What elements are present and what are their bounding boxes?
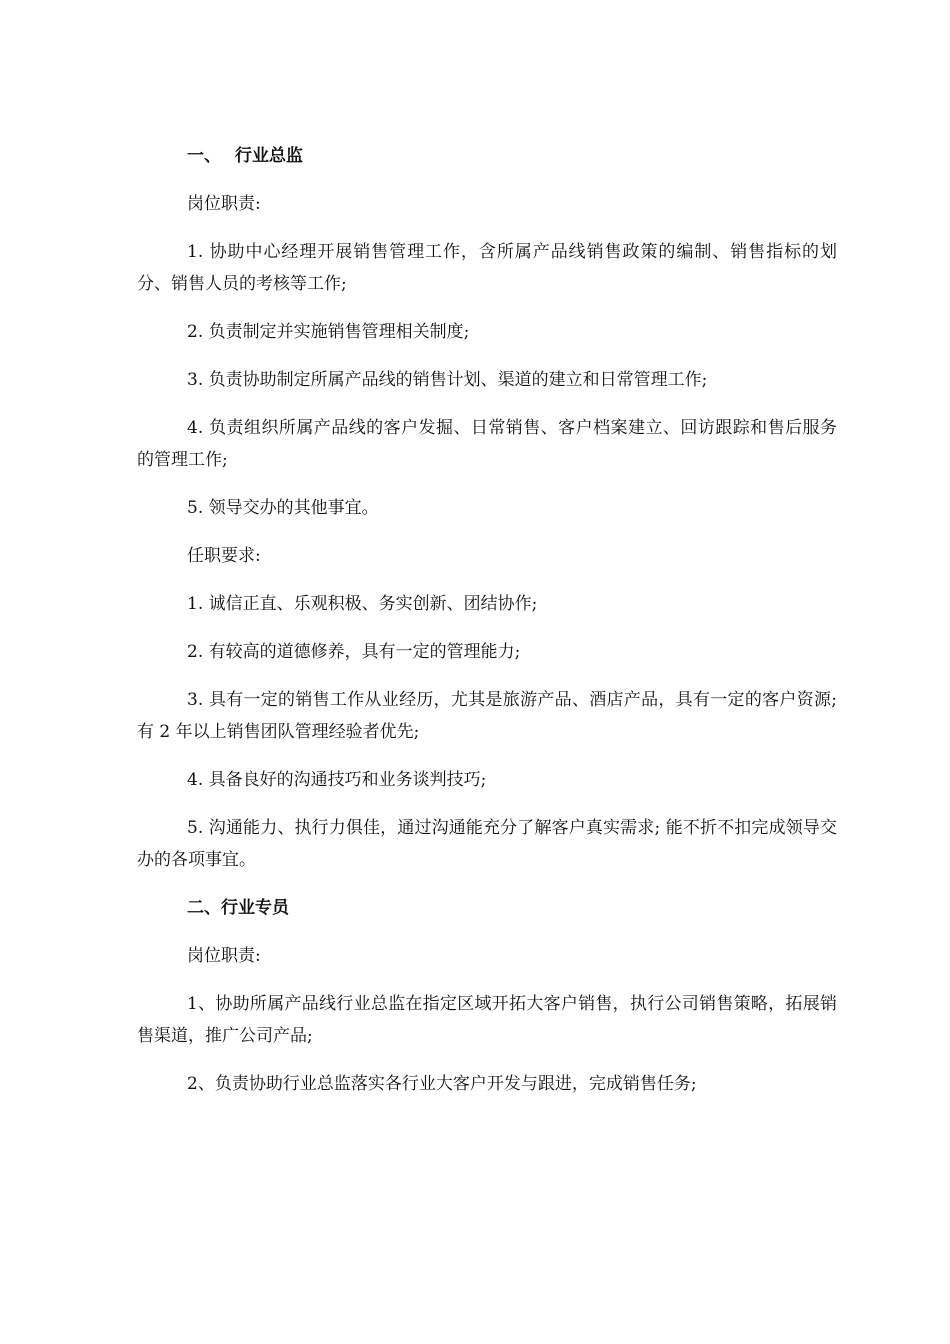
duty-item: 2. 负责制定并实施销售管理相关制度; — [187, 322, 470, 342]
section-heading-industry-specialist: 二、行业专员 — [187, 898, 289, 918]
document-content — [137, 140, 837, 1116]
duties-label: 岗位职责: — [187, 194, 261, 214]
duty-item: 1、协助所属产品线行业总监在指定区域开拓大客户销售，执行公司销售策略，拓展销售渠道，推广公司产品; — [137, 994, 837, 1046]
requirements-label: 任职要求: — [187, 546, 261, 566]
requirement-item: 5. 沟通能力、执行力俱佳，通过沟通能充分了解客户真实需求; 能不折不扣完成领导交办的各项事宜。 — [137, 818, 837, 870]
duty-item: 1. 协助中心经理开展销售管理工作，含所属产品线销售政策的编制、销售指标的划分、销售人员的考核等工作; — [137, 242, 837, 294]
duty-item: 2、负责协助行业总监落实各行业大客户开发与跟进，完成销售任务; — [187, 1074, 697, 1094]
requirement-item: 4. 具备良好的沟通技巧和业务谈判技巧; — [187, 770, 487, 790]
requirement-item: 2. 有较高的道德修养，具有一定的管理能力; — [187, 642, 521, 662]
duties-label: 岗位职责: — [187, 946, 261, 966]
requirement-item: 3. 具有一定的销售工作从业经历，尤其是旅游产品、酒店产品，具有一定的客户资源; 有 2 年以上销售团队管理经验者优先; — [137, 690, 837, 742]
section-heading-industry-director — [137, 140, 837, 172]
section-number: 一、 — [187, 146, 221, 166]
duty-item: 3. 负责协助制定所属产品线的销售计划、渠道的建立和日常管理工作; — [187, 370, 708, 390]
section-title: 行业总监 — [235, 146, 303, 166]
duty-item: 5. 领导交办的其他事宜。 — [187, 498, 379, 518]
requirement-item: 1. 诚信正直、乐观积极、务实创新、团结协作; — [187, 594, 538, 614]
duty-item: 4. 负责组织所属产品线的客户发掘、日常销售、客户档案建立、回访跟踪和售后服务的管理工作; — [137, 418, 837, 470]
